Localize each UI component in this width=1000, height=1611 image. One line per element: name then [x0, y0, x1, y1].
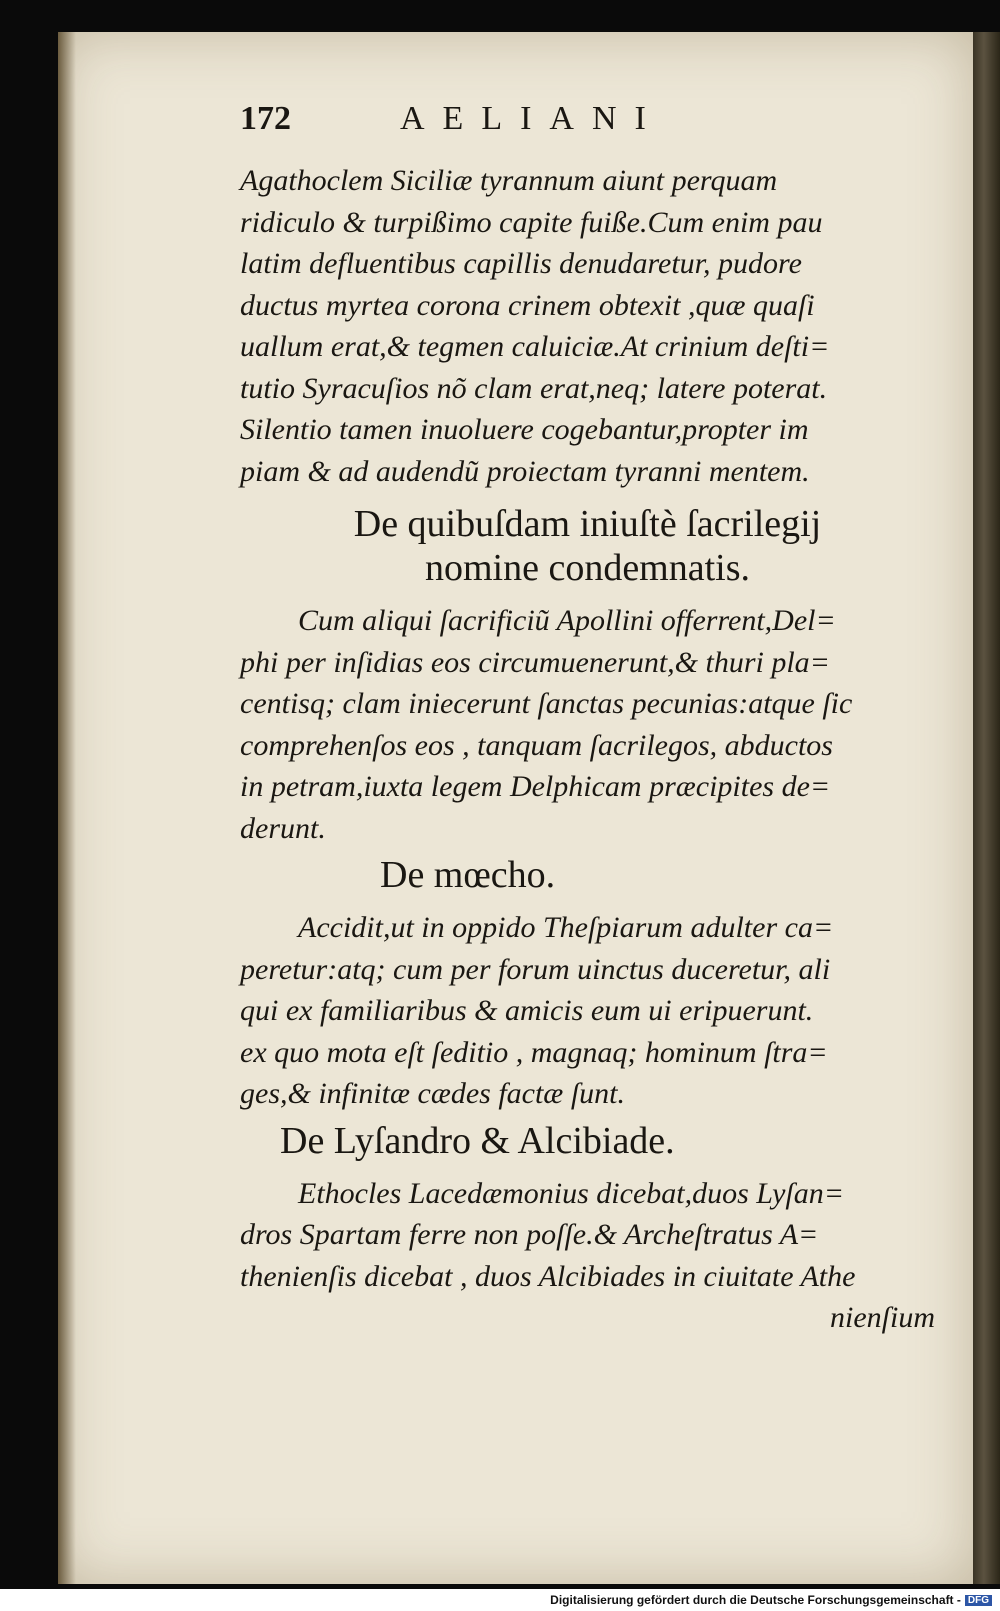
page-text — [240, 100, 935, 1339]
text-line: thenienſis dicebat , duos Alcibiades in ciuitate Athe — [240, 1259, 856, 1293]
text-line: ex quo mota eſt ſeditio , magnaq; hominum ſtra= — [240, 1035, 828, 1069]
text-line: comprehenſos eos , tanquam ſacrilegos, abductos — [240, 728, 833, 762]
text-line: Silentio tamen inuoluere cogebantur,propter im — [240, 413, 809, 446]
paragraph — [240, 600, 935, 849]
text-line: ductus myrtea corona crinem obtexit ,quæ quaſi — [240, 288, 815, 322]
text-line: latim defluentibus capillis denudaretur, pudore — [240, 247, 802, 280]
page-gutter-shadow — [58, 32, 76, 1584]
credit-text: Digitalisierung gefördert durch die Deutsche Forschungsgemeinschaft - — [550, 1593, 961, 1607]
heading-line: De quibuſdam iniuſtè ſacrilegij — [353, 503, 822, 545]
text-line: uallum erat,& tegmen caluiciæ.At crinium deſti= — [240, 330, 830, 363]
section-heading — [280, 1119, 935, 1163]
intro-paragraph — [240, 160, 935, 492]
heading-line: De mœcho. — [380, 854, 556, 896]
text-line: Cum aliqui ſacrificiũ Apollini offerrent,Del= — [298, 604, 836, 637]
text-line: phi per inſidias eos circumuenerunt,& thuri pla= — [240, 645, 830, 679]
catchword: nienſium — [830, 1301, 935, 1334]
paragraph — [240, 907, 935, 1115]
text-line: Ethocles Lacedæmonius dicebat,duos Lyſan= — [298, 1176, 844, 1210]
book-edge — [973, 32, 1000, 1584]
running-header — [240, 100, 935, 160]
text-line: piam & ad audendũ proiectam tyranni mentem. — [240, 454, 810, 488]
page-number: 172 — [240, 100, 291, 137]
text-line: ges,& infinitæ cædes factæ ſunt. — [240, 1077, 625, 1110]
text-line: peretur:atq; cum per forum uinctus duceretur, ali — [240, 952, 831, 986]
running-title: AELIANI — [400, 100, 664, 137]
text-line: derunt. — [240, 811, 326, 845]
paragraph — [240, 1173, 935, 1339]
digitization-credit — [0, 1589, 1000, 1611]
section-heading — [240, 502, 935, 590]
text-line: centisq; clam iniecerunt ſanctas pecunias:atque ſic — [240, 687, 853, 720]
section-heading — [380, 853, 935, 897]
heading-line: De Lyſandro & Alcibiade. — [280, 1119, 675, 1162]
text-line: dros Spartam ferre non poſſe.& Archeſtratus A= — [240, 1218, 819, 1251]
text-line: tutio Syracuſios nõ clam erat,neq; latere poterat. — [240, 371, 828, 405]
text-line: in petram,iuxta legem Delphicam præcipites de= — [240, 770, 831, 803]
text-line: Accidit,ut in oppido Theſpiarum adulter ca= — [298, 911, 834, 944]
text-line: Agathoclem Siciliæ tyrannum aiunt perquam — [240, 164, 778, 197]
text-line: qui ex familiaribus & amicis eum ui eripuerunt. — [240, 994, 814, 1027]
dfg-logo: DFG — [965, 1595, 992, 1606]
heading-line: nomine condemnatis. — [424, 547, 751, 589]
text-line: ridiculo & turpißimo capite fuiße.Cum enim pau — [240, 205, 823, 239]
